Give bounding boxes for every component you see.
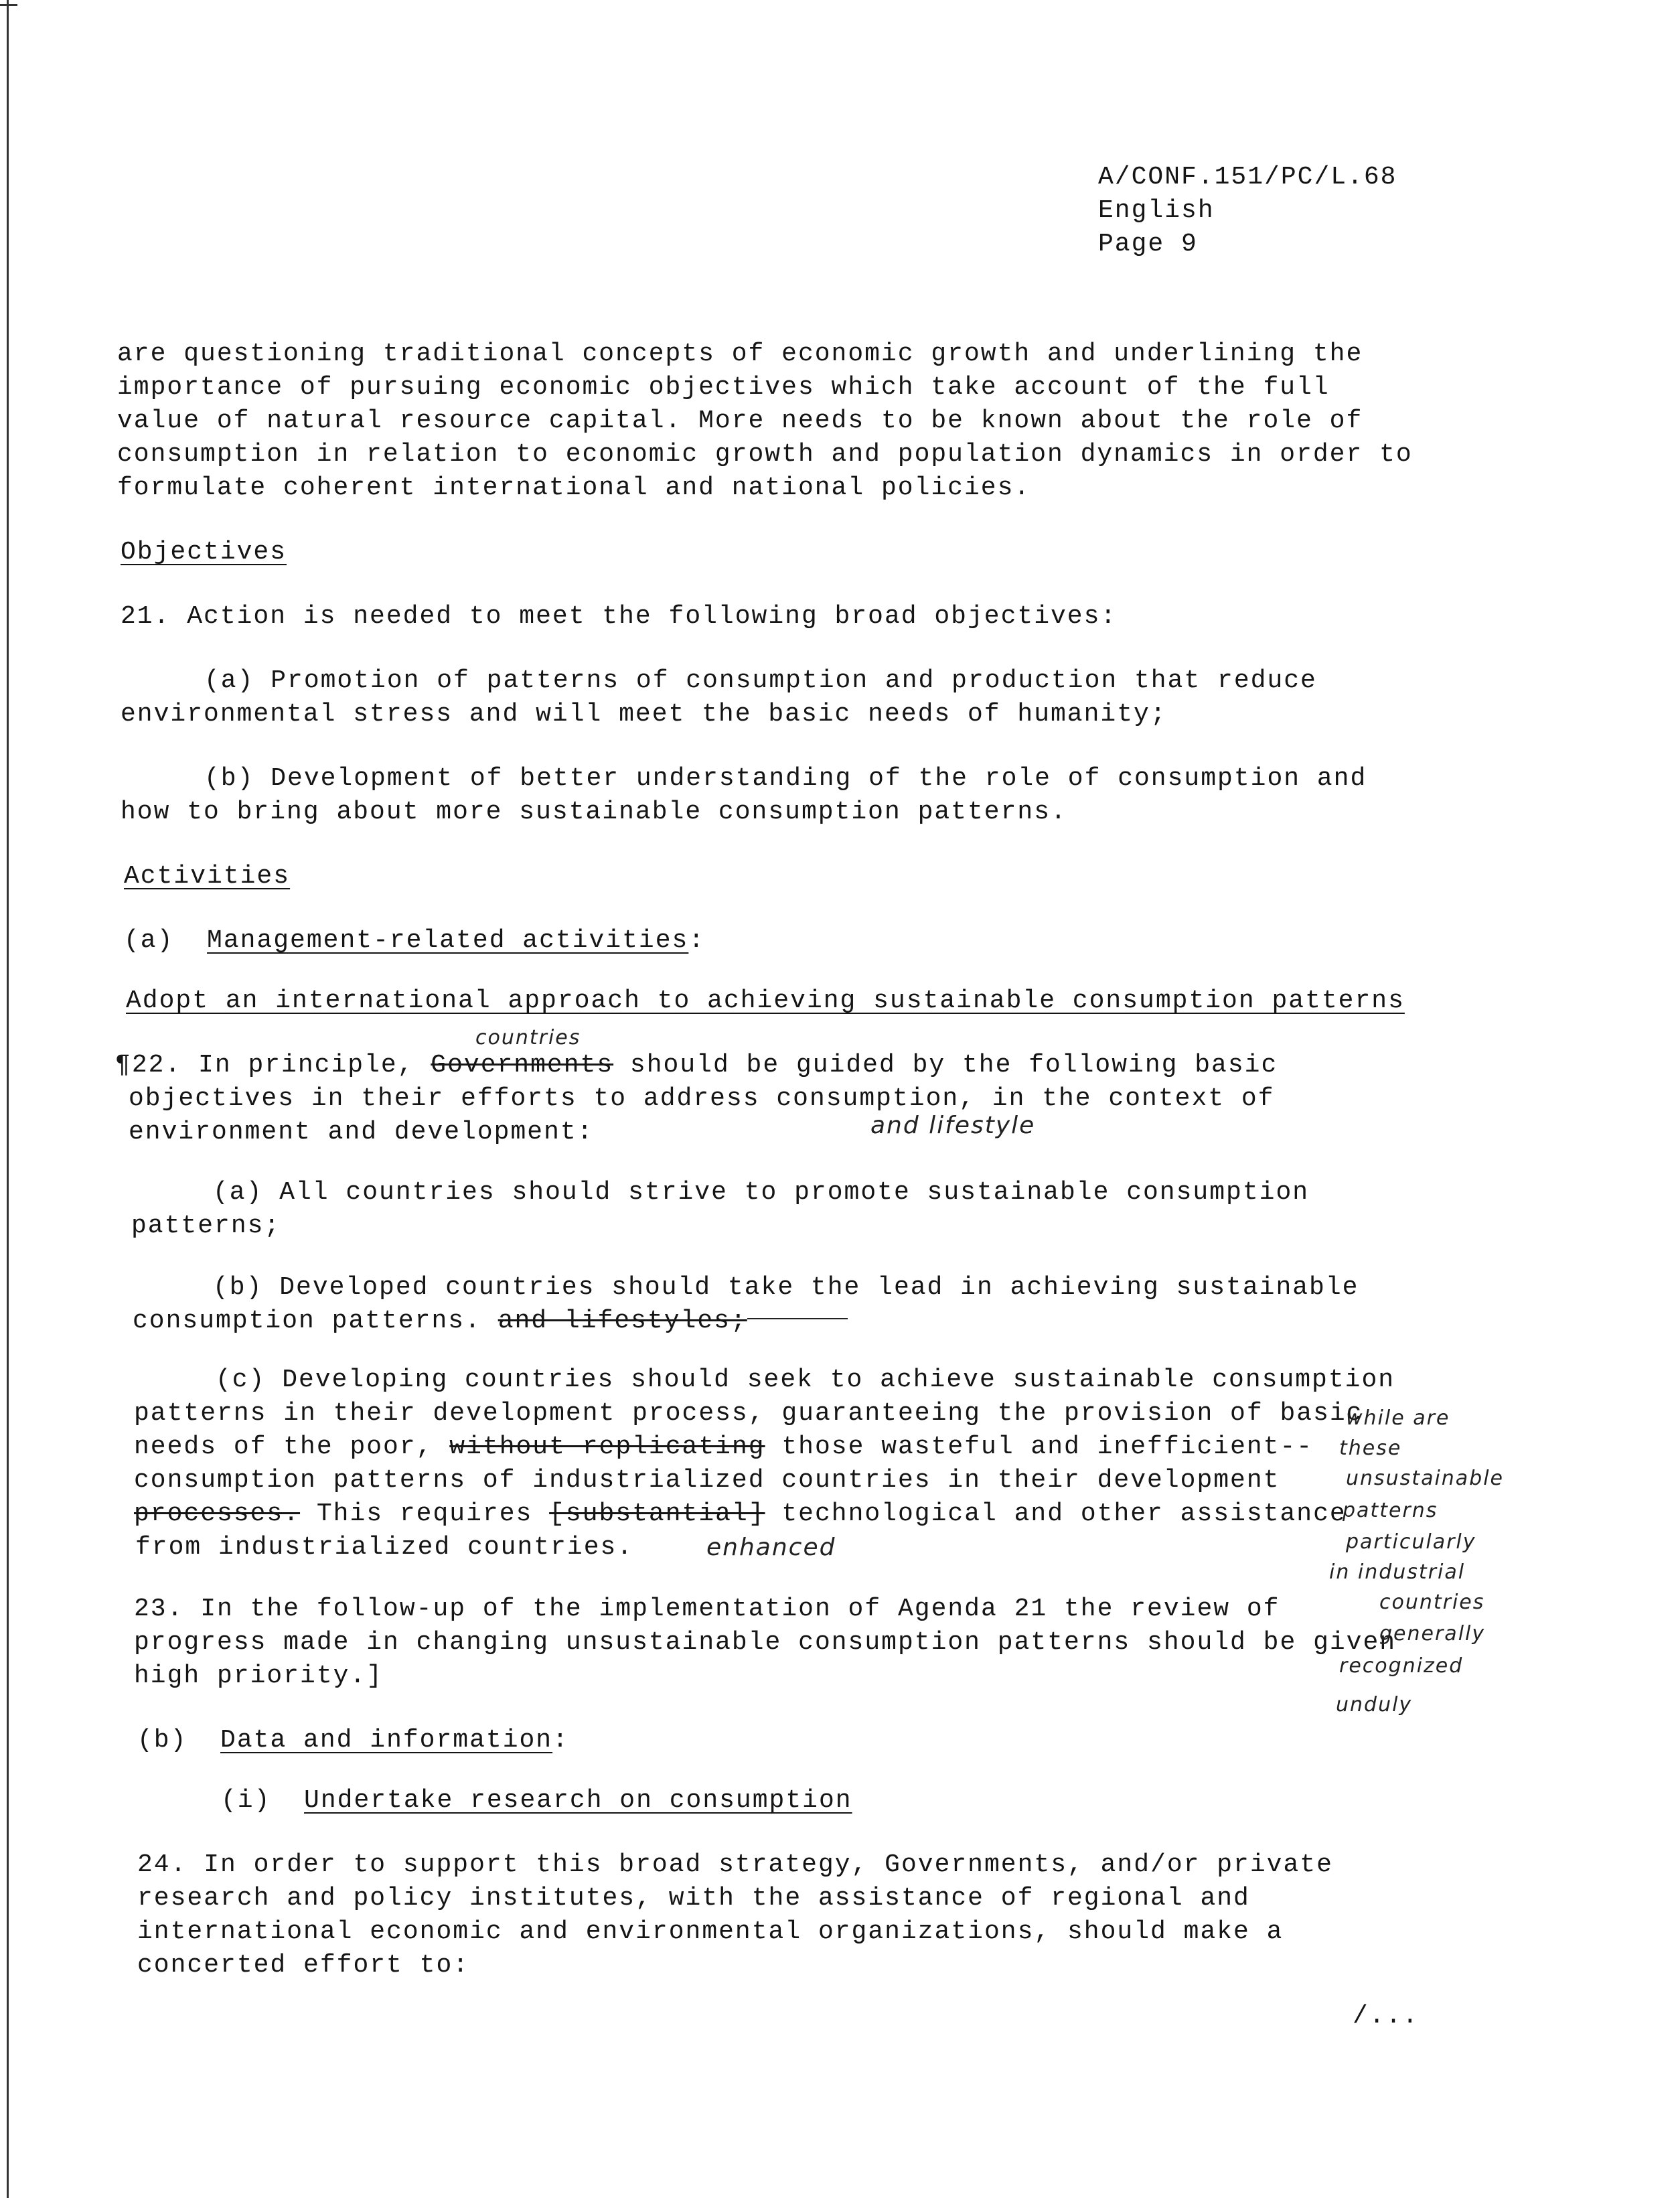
item-c-line: (c) Developing countries should seek to achieve sustainable consumption (216, 1366, 1395, 1394)
struck-governments: Governments (431, 1051, 614, 1080)
paragraph-22-line: ¶22. In principle, Governments should be guided by the following basic (115, 1051, 1278, 1080)
struck-processes: processes. (134, 1499, 301, 1528)
intro-line: are questioning traditional concepts of economic growth and underlining the (117, 340, 1363, 368)
paragraph-24-line: international economic and environmental organizations, should make a (137, 1917, 1284, 1946)
paragraph-24-line: 24. In order to support this broad strategy, Governments, and/or private (137, 1850, 1333, 1879)
objective-b-line: (b) Development of better understanding of the role of consumption and (204, 764, 1367, 793)
handwritten-insertion-countries: countries (475, 1026, 581, 1049)
subsection-number: (a) (124, 926, 174, 955)
document-language: English (1098, 196, 1215, 225)
intro-line: value of natural resource capital. More needs to be known about the role of (117, 407, 1363, 435)
margin-note-line: while are (1346, 1406, 1450, 1430)
margin-note-line: patterns (1343, 1499, 1438, 1522)
research-subheading: (i) Undertake research on consumption (221, 1786, 852, 1815)
data-information-heading: (b) Data and information: (137, 1726, 569, 1755)
intro-line: formulate coherent international and national policies. (117, 473, 1031, 502)
margin-note-line: unsustainable (1346, 1467, 1505, 1490)
paragraph-24-line: concerted effort to: (137, 1951, 470, 1980)
strike-dash (747, 1318, 848, 1319)
continuation-mark: /... (1353, 2002, 1420, 2031)
intro-line: importance of pursuing economic objectives which take account of the full (117, 373, 1330, 402)
item-c-line: processes. This requires [substantial] technological and other assistance (134, 1499, 1347, 1528)
paragraph-mark: ¶ (115, 1051, 132, 1080)
struck-lifestyles: and lifestyles; (498, 1307, 747, 1335)
margin-note-line: generally (1379, 1622, 1486, 1645)
activities-heading: Activities (124, 862, 291, 891)
struck-without-replicating: without replicating (449, 1433, 765, 1461)
objective-b-line: how to bring about more sustainable consumption patterns. (121, 798, 1067, 826)
margin-note-line: in industrial (1329, 1560, 1466, 1584)
paragraph-22-line: objectives in their efforts to address consumption, in the context of (129, 1084, 1275, 1113)
item-c-line: needs of the poor, without replicating those wasteful and inefficient-- (134, 1433, 1314, 1461)
margin-note-line: these (1339, 1437, 1402, 1460)
paragraph-21: 21. Action is needed to meet the following broad objectives: (121, 602, 1118, 631)
objectives-heading: Objectives (121, 538, 287, 567)
item-a-line: patterns; (131, 1212, 281, 1240)
margin-note-line: unduly (1336, 1693, 1413, 1716)
intro-line: consumption in relation to economic growth and population dynamics in order to (117, 440, 1413, 469)
subsection-title: Management-related activities (207, 926, 689, 955)
paragraph-23-line: progress made in changing unsustainable consumption patterns should be given (134, 1628, 1397, 1657)
handwritten-insertion-enhanced: enhanced (706, 1534, 836, 1561)
document-symbol: A/CONF.151/PC/L.68 (1098, 163, 1397, 192)
activities-subsection (124, 924, 705, 958)
objective-a-line: environmental stress and will meet the basic needs of humanity; (121, 700, 1167, 729)
objective-a-line: (a) Promotion of patterns of consumption and production that reduce (204, 666, 1317, 695)
handwritten-insertion-lifestyle: and lifestyle (870, 1112, 1036, 1139)
margin-note-line: countries (1379, 1591, 1485, 1614)
approach-heading: Adopt an international approach to achieving sustainable consumption patterns (126, 986, 1405, 1015)
item-a-line: (a) All countries should strive to promote sustainable consumption (213, 1178, 1310, 1207)
paragraph-23-line: high priority.] (134, 1662, 384, 1690)
binder-tick (0, 4, 17, 6)
paragraph-23-line: 23. In the follow-up of the implementation of Agenda 21 the review of (134, 1595, 1280, 1623)
item-c-line: from industrialized countries. (135, 1533, 634, 1562)
item-c-line: patterns in their development process, guaranteeing the provision of basic (134, 1399, 1363, 1428)
paragraph-24-line: research and policy institutes, with the assistance of regional and (137, 1884, 1250, 1913)
item-b-line: consumption patterns. and lifestyles; (133, 1305, 848, 1338)
paragraph-22-line: environment and development: (129, 1118, 594, 1147)
item-c-line: consumption patterns of industrialized countries in their development (134, 1466, 1280, 1495)
page-number: Page 9 (1098, 230, 1198, 259)
margin-note-line: recognized (1339, 1654, 1464, 1678)
struck-substantial: [substantial] (549, 1499, 765, 1528)
item-b-line: (b) Developed countries should take the lead in achieving sustainable (213, 1273, 1359, 1302)
binder-edge (7, 0, 9, 2198)
margin-note-line: particularly (1346, 1530, 1476, 1554)
colon: : (688, 926, 706, 955)
